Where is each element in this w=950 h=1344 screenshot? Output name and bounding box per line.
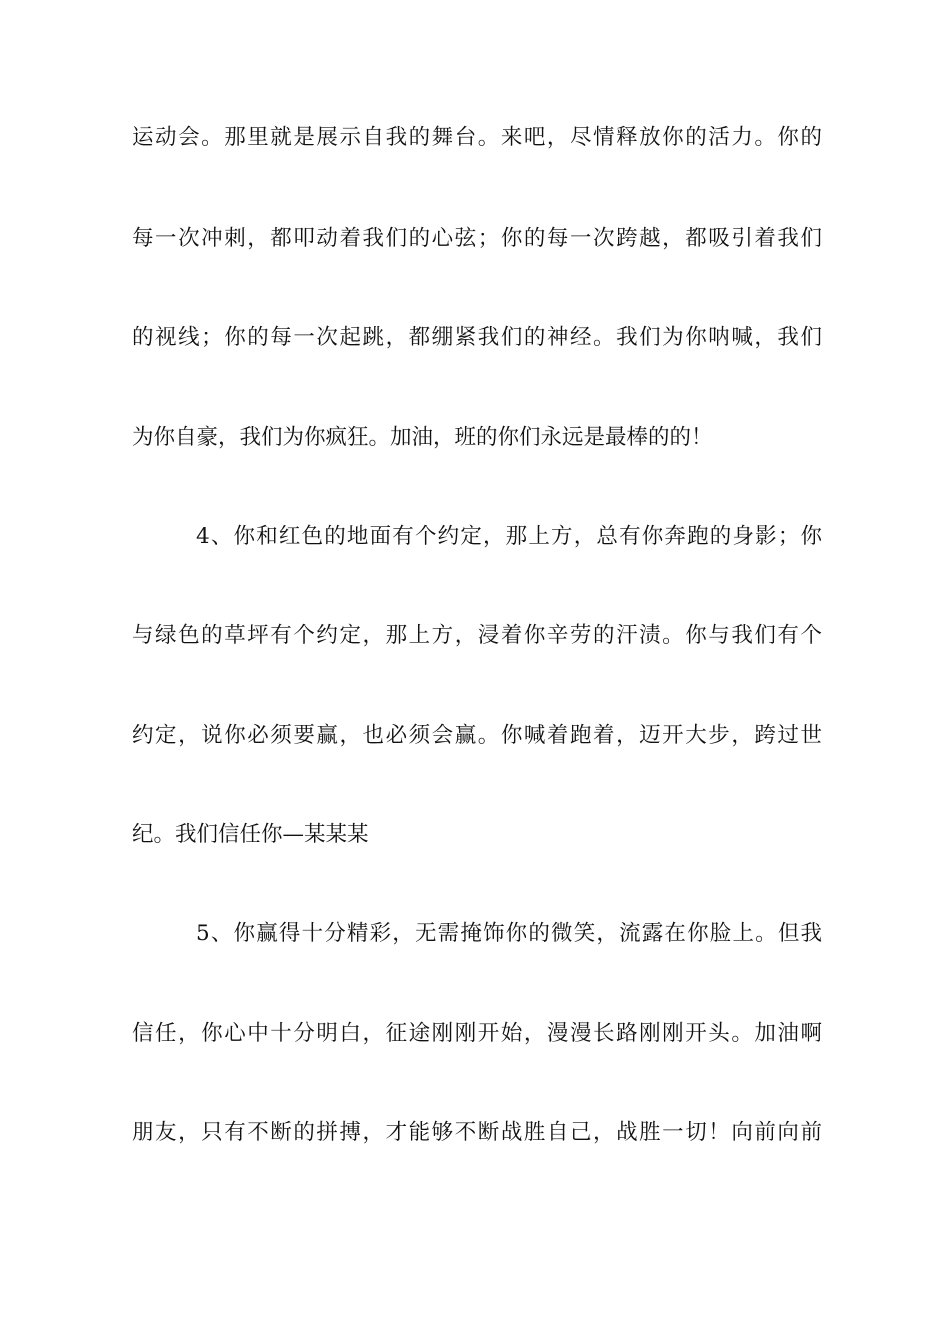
text-line: 信任，你心中十分明白，征途刚刚开始，漫漫长路刚刚开头。加油啊 [132,1021,822,1046]
text-line: 每一次冲刺，都叩动着我们的心弦；你的每一次跨越，都吸引着我们 [132,226,822,251]
text-line: 朋友，只有不断的拼搏，才能够不断战胜自己，战胜一切！向前向前 [132,1120,822,1145]
text-line: 与绿色的草坪有个约定，那上方，浸着你辛劳的汗渍。你与我们有个 [132,623,822,648]
text-line: 纪。我们信任你—某某某 [132,822,369,847]
paragraph-4-first-line: 4、你和红色的地面有个约定，那上方，总有你奔跑的身影；你 [196,524,822,549]
text-line: 的视线；你的每一次起跳，都绷紧我们的神经。我们为你呐喊，我们 [132,325,822,350]
paragraph-5-first-line: 5、你赢得十分精彩，无需掩饰你的微笑，流露在你脸上。但我 [196,921,822,946]
text-line: 运动会。那里就是展示自我的舞台。来吧，尽情释放你的活力。你的 [132,125,822,150]
text-line: 为你自豪，我们为你疯狂。加油，班的你们永远是最棒的的！ [132,425,713,450]
text-line: 约定，说你必须要赢，也必须会赢。你喊着跑着，迈开大步，跨过世 [132,723,822,748]
